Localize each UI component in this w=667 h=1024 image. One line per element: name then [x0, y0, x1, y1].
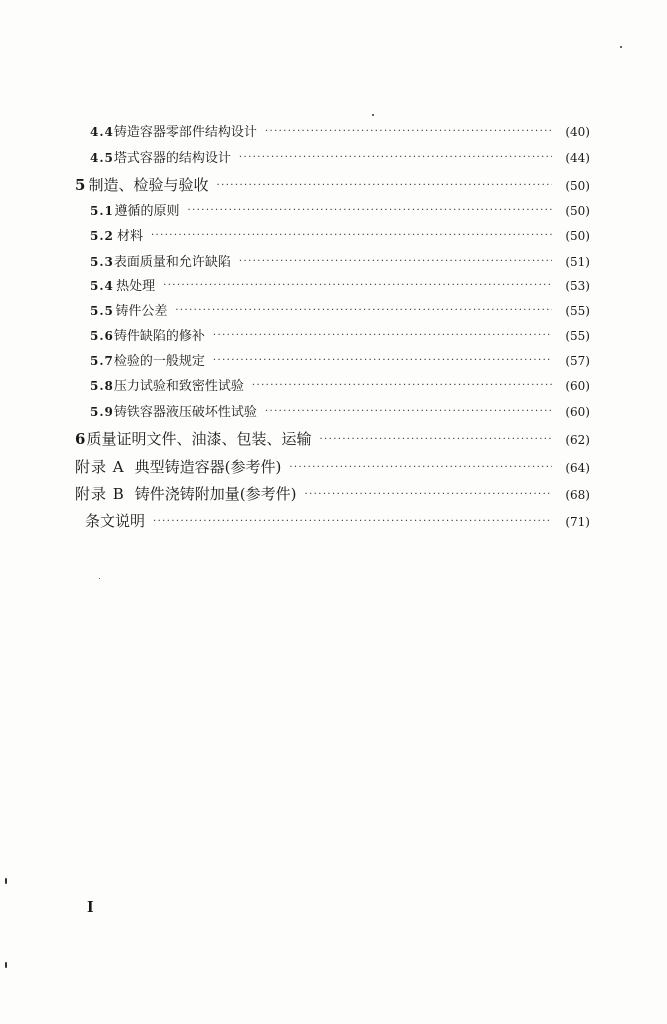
dot-leader	[188, 200, 552, 222]
section-title: 铸件公差	[115, 304, 168, 319]
dot-leader	[175, 300, 552, 322]
dot-leader	[289, 457, 552, 479]
page-number: (51)	[565, 255, 590, 269]
page-number: (60)	[565, 405, 590, 419]
page-number: (60)	[565, 379, 590, 393]
appendix-number: 附录 B	[75, 485, 125, 503]
scan-speck	[620, 46, 622, 48]
scan-speck	[372, 114, 374, 116]
section-title: 压力试验和致密性试验	[113, 379, 244, 394]
toc-entry	[90, 225, 590, 247]
section-title: 铸造容器零部件结构设计	[113, 125, 257, 140]
section-number: 5.1	[90, 204, 114, 218]
page-number: (71)	[565, 515, 590, 529]
page-number: (68)	[565, 488, 590, 502]
appendix-title: 典型铸造容器(参考件)	[134, 458, 282, 476]
dot-leader	[265, 401, 552, 423]
section-title: 热处理	[116, 279, 156, 294]
page-number: (62)	[565, 433, 590, 447]
section-title: 遵循的原则	[114, 204, 180, 219]
dot-leader	[213, 325, 552, 347]
scan-speck	[5, 962, 7, 968]
chapter-title: 制造、检验与验收	[88, 176, 209, 194]
section-title: 表面质量和允许缺陷	[113, 255, 231, 270]
toc-entry	[75, 456, 590, 478]
section-title: 检验的一般规定	[113, 354, 205, 369]
scan-speck	[99, 578, 100, 579]
toc-entry	[90, 147, 590, 169]
appendix-title: 铸件浇铸附加量(参考件)	[134, 485, 297, 503]
toc-entry	[75, 174, 590, 196]
dot-leader	[217, 175, 552, 197]
dot-leader	[239, 251, 552, 273]
dot-leader	[239, 147, 552, 169]
section-number: 5.9	[90, 405, 114, 419]
toc-entry	[90, 401, 590, 423]
dot-leader	[319, 429, 552, 451]
dot-leader	[213, 350, 552, 372]
dot-leader	[305, 484, 552, 506]
page-number: (50)	[565, 204, 590, 218]
page-number: (64)	[565, 461, 590, 475]
scan-speck	[5, 878, 7, 884]
section-title: 铸件缺陷的修补	[113, 329, 205, 344]
toc-entry	[90, 251, 590, 273]
page-number: (55)	[565, 329, 590, 343]
section-number: 4.4	[90, 125, 114, 139]
toc-entry	[90, 275, 590, 297]
section-title: 塔式容器的结构设计	[113, 151, 231, 166]
section-number: 5.7	[90, 354, 114, 368]
page-number: (40)	[565, 125, 590, 139]
toc-entry	[90, 121, 590, 143]
section-title: 材料	[116, 229, 143, 244]
toc-entry	[90, 375, 590, 397]
page-number: (55)	[565, 304, 590, 318]
page-number: (57)	[565, 354, 590, 368]
toc-entry	[90, 200, 590, 222]
dot-leader	[163, 275, 552, 297]
page-number: (50)	[565, 229, 590, 243]
section-number: 5.8	[90, 379, 114, 393]
section-number: 5.4	[90, 279, 114, 293]
section-number: 4.5	[90, 151, 114, 165]
page-number: (44)	[565, 151, 590, 165]
section-number: 5.3	[90, 255, 114, 269]
section-title: 铸铁容器液压破坏性试验	[113, 405, 257, 420]
toc-entry	[75, 483, 590, 505]
toc-entry	[75, 510, 590, 532]
dot-leader	[265, 121, 552, 143]
appendix-number: 附录 A	[75, 458, 125, 476]
page-number: (53)	[565, 279, 590, 293]
chapter-number: 6	[75, 430, 87, 448]
chapter-number: 5	[75, 176, 87, 194]
toc-entry	[90, 325, 590, 347]
dot-leader	[252, 375, 552, 397]
section-number: 5.6	[90, 329, 114, 343]
dot-leader	[153, 511, 552, 533]
page-number: (50)	[565, 179, 590, 193]
toc-entry	[75, 428, 590, 450]
page-folio: I	[87, 897, 94, 916]
toc-entry	[90, 350, 590, 372]
section-number: 5.2	[90, 229, 114, 243]
dot-leader	[151, 225, 552, 247]
chapter-title: 条文说明	[85, 512, 146, 530]
chapter-title: 质量证明文件、油漆、包装、运输	[86, 430, 312, 448]
toc-entry	[90, 300, 590, 322]
section-number: 5.5	[90, 304, 114, 318]
